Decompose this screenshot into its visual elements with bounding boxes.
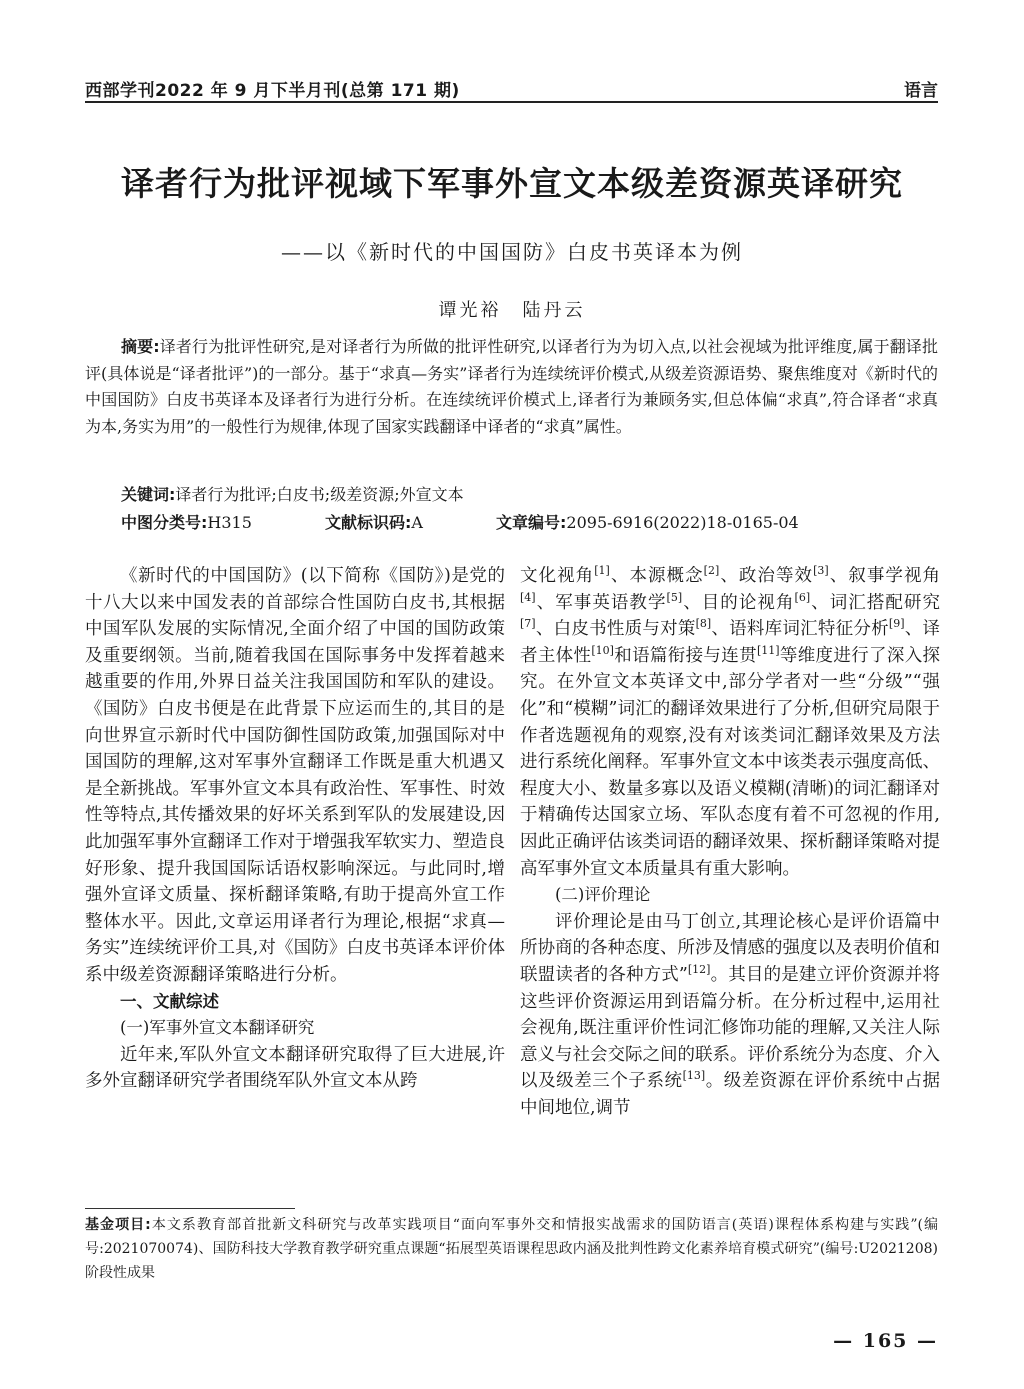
citation-ref: [1]	[594, 564, 610, 577]
body-column-right	[520, 563, 940, 1121]
citation-ref: [11]	[756, 643, 780, 657]
citation-ref: [7]	[520, 617, 536, 631]
header-divider	[85, 101, 938, 103]
running-header-journal: 西部学刊2022 年 9 月下半月刊(总第 171 期)	[85, 81, 460, 101]
running-header-section: 语言	[904, 81, 938, 101]
abstract-label: 摘要:	[121, 337, 160, 356]
abstract-text: 译者行为批评性研究,是对译者行为所做的批评性研究,以译者行为为切入点,以社会视域为批评维度,属于翻译批评(具体说是“译者批评”)的一部分。基于“求真—务实”译者行为连续统评价模式,从级差资源语势、聚焦维度对《新时代的中国国防》白皮书英译本及译者行为进行分析。在连续统评价模式上,译者行为兼顾务实,但总体偏“求真”,符合译者“求真为本,务实为用”的一般性行为规律,体现了国家实践翻译中译者的“求真”属性。	[85, 337, 938, 436]
citation-ref: [10]	[591, 643, 614, 657]
subsection-heading: (二)评价理论	[555, 885, 651, 905]
body-paragraph: 近年来,军队外宣文本翻译研究取得了巨大进展,许多外宣翻译研究学者围绕军队外宣文本从跨	[85, 1044, 505, 1092]
subsection-heading: (一)军事外宣文本翻译研究	[120, 1018, 315, 1038]
body-paragraph: 《新时代的中国国防》(以下简称《国防》)是党的十八大以来中国发表的首部综合性国防白皮书,其根据中国军队发展的实际情况,全面介绍了中国的国防政策及重要纲领。当前,随着我国在国际事务中发挥着越来越重要的作用,外界日益关注我国国防和军队的建设。《国防》白皮书便是在此背景下应运而生的,其目的是向世界宣示新时代中国防御性国防政策,加强国际对中国国防的理解,这对军事外宣翻译工作既是重大机遇又是全新挑战。军事外宣文本具有政治性、军事性、时效性等特点,其传播效果的好坏关系到军队的发展建设,因此加强军事外宣翻译工作对于增强我军软实力、塑造良好形象、提升我国国际话语权影响深远。与此同时,增强外宣译文质量、探析翻译策略,有助于提高外宣工作整体水平。因此,文章运用译者行为理论,根据“求真—务实”连续统评价工具,对《国防》白皮书英译本评价体系中级差资源翻译策略进行分析。	[85, 566, 505, 985]
citation-ref: [3]	[813, 564, 829, 577]
section-heading: 一、文献综述	[120, 991, 219, 1011]
footnote-text: 本文系教育部首批新文科研究与改革实践项目“面向军事外交和情报实战需求的国防语言(英语)课程体系构建与实践”(编号:2021070074)、国防科技大学教育教学研究重点课题“拓展型英语课程思政内涵及批判性跨文化素养培育模式研究”(编号:U2021208)阶段性成果	[85, 1217, 938, 1281]
citation-ref: [9]	[888, 617, 905, 631]
funding-footnote	[85, 1213, 938, 1285]
clc-number: 中图分类号:H315	[121, 513, 252, 532]
document-code: 文献标识码:A	[325, 513, 423, 532]
page-number: — 165 —	[833, 1330, 938, 1352]
footnote-divider	[85, 1208, 295, 1209]
citation-ref: [8]	[695, 617, 712, 631]
article-authors: 谭光裕 陆丹云	[438, 300, 586, 321]
article-subtitle: ——以《新时代的中国国防》白皮书英译本为例	[281, 240, 743, 264]
body-paragraph: 文化视角[1]、本源概念[2]、政治等效[3]、叙事学视角[4]、军事英语教学[5]、目的论视角[6]、词汇搭配研究[7]、白皮书性质与对策[8]、语料库词汇特征分析[9]、译者主体性[10]和语篇衔接与连贯[11]等维度进行了深入探究。在外宣文本英译文中,部分学者对一些“分级”“强化”和“模糊”词汇的翻译效果进行了分析,但研究局限于作者选题视角的观察,没有对该类词汇翻译效果及方法进行系统化阐释。军事外宣文本中该类表示强度高低、程度大小、数量多寡以及语义模糊(清晰)的词汇翻译对于精确传达国家立场、军队态度有着不可忽视的作用,因此正确评估该类词语的翻译效果、探析翻译策略对提高军事外宣文本质量具有重大影响。	[520, 564, 941, 879]
citation-ref: [6]	[794, 590, 811, 604]
abstract	[85, 334, 938, 440]
footnote-label: 基金项目:	[85, 1217, 151, 1233]
keywords	[85, 482, 938, 508]
article-title: 译者行为批评视域下军事外宣文本级差资源英译研究	[121, 164, 903, 203]
citation-ref: [2]	[703, 564, 720, 577]
citation-ref: [4]	[520, 590, 536, 604]
classification-row	[85, 510, 938, 536]
body-column-left	[85, 563, 505, 1095]
citation-ref: [5]	[666, 590, 683, 604]
keywords-label: 关键词:	[121, 485, 176, 504]
citation-ref: [13]	[682, 1069, 706, 1083]
keywords-text: 译者行为批评;白皮书;级差资源;外宣文本	[175, 485, 464, 504]
citation-ref: [12]	[687, 962, 711, 976]
body-paragraph: 评价理论是由马丁创立,其理论核心是评价语篇中所协商的各种态度、所涉及情感的强度以及表明价值和联盟读者的各种方式”[12]。其目的是建立评价资源并将这些评价资源运用到语篇分析。在分析过程中,运用社会视角,既注重评价性词汇修饰功能的理解,又关注人际意义与社会交际之间的联系。评价系统分为态度、介入以及级差三个子系统[13]。级差资源在评价系统中占据中间地位,调节	[520, 911, 941, 1118]
article-number: 文章编号:2095-6916(2022)18-0165-04	[496, 513, 799, 532]
